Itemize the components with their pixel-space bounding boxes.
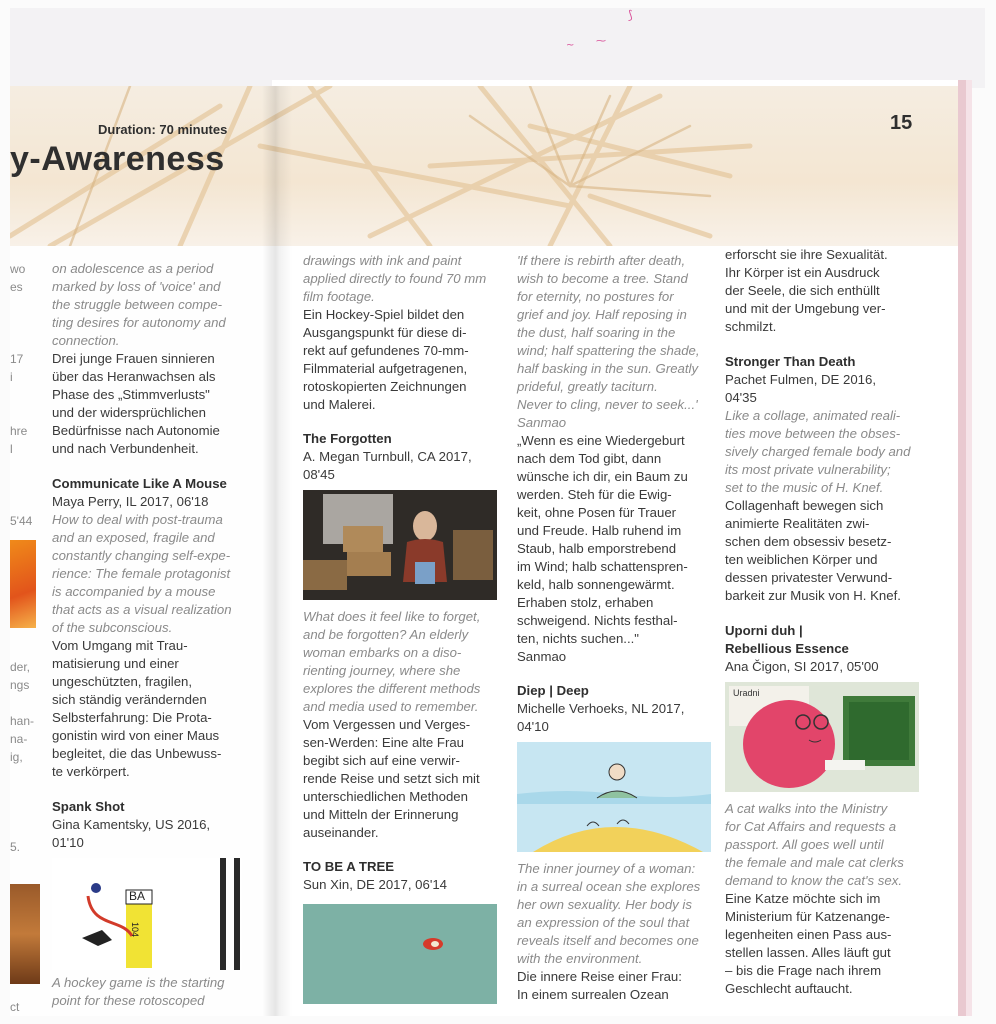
german-text-line: Collagenhaft bewegen sich [725, 498, 884, 513]
german-text-line: und Freude. Halb ruhend im [517, 523, 682, 538]
german-text-line: sen-Werden: Eine alte Frau [303, 735, 465, 750]
german-text-line: der Seele, die sich enthüllt [725, 283, 880, 298]
english-text-line: 'If there is rebirth after death, [517, 253, 686, 268]
english-text-line: rience: The female protagonist [52, 566, 231, 581]
film-credits: 01'10 [52, 835, 84, 850]
edge-fragment: 5. [10, 840, 21, 854]
pink-mark: ⟆ [628, 8, 633, 22]
german-text-line: erforscht sie ihre Sexualität. [725, 247, 888, 262]
german-text-line: – bis die Frage nach ihrem [725, 963, 882, 978]
film-credits: 08'45 [303, 467, 335, 482]
english-text-line: set to the music of H. Knef. [725, 480, 884, 495]
english-text-line: demand to know the cat's sex. [725, 873, 902, 888]
german-text-line: rekt auf gefundenes 70-mm- [303, 343, 469, 358]
english-text-line: wind; half spattering the shade, [517, 343, 700, 358]
english-text-line: is accompanied by a mouse [52, 584, 216, 599]
still-lettering: Uradni [733, 688, 760, 698]
german-text-line: ten, nichts suchen..." [517, 631, 639, 646]
german-text-line: keld, halb sonnengewärmt. [517, 577, 675, 592]
german-text-line: gonistin wird von einer Maus [52, 728, 220, 743]
svg-text:104: 104 [130, 922, 140, 938]
film-description [52, 511, 252, 781]
german-text-line: Selbsterfahrung: Die Prota- [52, 710, 212, 725]
film-description [517, 860, 717, 1004]
german-text-line: auseinander. [303, 825, 379, 840]
german-text-line: und nach Verbundenheit. [52, 441, 199, 456]
english-text-line: its most private vulnerability; [725, 462, 891, 477]
scan-top-strip [10, 8, 985, 88]
edge-fragment: es [10, 280, 23, 294]
to-be-a-tree-illustration [303, 904, 497, 1004]
german-text-line: rende Reise und setzt sich mit [303, 771, 480, 786]
english-text-line: that acts as a visual realization [52, 602, 232, 617]
film-credits: Michelle Verhoeks, NL 2017, [517, 701, 685, 716]
film-title: The Forgotten [303, 431, 392, 446]
english-text-line: drawings with ink and paint [303, 253, 462, 268]
english-text-line: film footage. [303, 289, 375, 304]
film-description [725, 800, 940, 998]
edge-fragment: l [10, 442, 13, 456]
german-text-line: Phase des „Stimmverlusts" [52, 387, 210, 402]
german-text-line: rotoskopierten Zeichnungen [303, 379, 467, 394]
column-3 [517, 252, 717, 1004]
english-text-line: explores the different methods [303, 681, 481, 696]
book-gutter-shadow [262, 86, 292, 1016]
german-text-line: Sanmao [517, 649, 567, 664]
film-credits: 04'10 [517, 719, 549, 734]
english-text-line: point for these rotoscoped [52, 993, 205, 1008]
english-text-line: reveals itself and becomes one [517, 933, 699, 948]
film-title: Diep | Deep [517, 683, 589, 698]
film-title: Rebellious Essence [725, 641, 849, 656]
english-text-line: half basking in the sun. Greatly [517, 361, 699, 376]
film-still-diep-deep [517, 742, 711, 852]
english-text-line: and an exposed, fragile and [52, 530, 215, 545]
column-1-intro [52, 260, 252, 458]
german-text-line: te verkörpert. [52, 764, 130, 779]
english-text-line: Like a collage, animated reali- [725, 408, 901, 423]
film-title: Stronger Than Death [725, 354, 856, 369]
german-text-line: keit, ohne Posen für Trauer [517, 505, 677, 520]
german-text-line: Drei junge Frauen sinnieren [52, 351, 215, 366]
rebellious-essence-illustration [725, 682, 919, 792]
english-text-line: for Cat Affairs and requests a [725, 819, 897, 834]
english-text-line: and be forgotten? An elderly [303, 627, 469, 642]
german-text-line: Geschlecht auftaucht. [725, 981, 853, 996]
column-1 [52, 260, 252, 1010]
film-description [52, 974, 252, 1010]
spank-shot-illustration [52, 858, 242, 970]
english-text-line: Sanmao [517, 415, 567, 430]
film-description [303, 608, 503, 842]
duration-label: Duration: 70 minutes [98, 122, 228, 137]
english-text-line: on adolescence as a period [52, 261, 214, 276]
english-text-line: prideful, greatly taciturn. [517, 379, 658, 394]
english-text-line: of the subconscious. [52, 620, 173, 635]
the-forgotten-illustration [303, 490, 497, 600]
film-credits: A. Megan Turnbull, CA 2017, [303, 449, 472, 464]
cutoff-film-still [10, 884, 40, 984]
english-text-line: A cat walks into the Ministry [725, 801, 888, 816]
still-lettering: BA [129, 889, 146, 903]
edge-fragment: 17 [10, 352, 24, 366]
english-text-line: and media used to remember. [303, 699, 479, 714]
film-title: Spank Shot [52, 799, 125, 814]
film-credits: Ana Čigon, SI 2017, 05'00 [725, 659, 879, 674]
german-text-line: Ihr Körper ist ein Ausdruck [725, 265, 880, 280]
german-text-line: Ministerium für Katzenange- [725, 909, 890, 924]
edge-fragment: ig, [10, 750, 23, 764]
english-text-line: for eternity, no postures for [517, 289, 674, 304]
german-text-line: und Malerei. [303, 397, 376, 412]
diep-deep-illustration [517, 742, 711, 852]
english-text-line: woman embarks on a diso- [303, 645, 462, 660]
german-text-line: Filmmaterial aufgetragenen, [303, 361, 468, 376]
german-text-line: Die innere Reise einer Frau: [517, 969, 682, 984]
english-text-line: the female and male cat clerks [725, 855, 904, 870]
german-text-line: unterschiedlichen Methoden [303, 789, 468, 804]
german-text-line: Erhaben stolz, erhaben [517, 595, 654, 610]
edge-fragment: han- [10, 714, 35, 728]
edge-fragment: na- [10, 732, 28, 746]
german-text-line: schen dem obsessiv besetz- [725, 534, 892, 549]
german-text-line: Staub, halb emporstrebend [517, 541, 677, 556]
german-text-line: schmilzt. [725, 319, 777, 334]
english-text-line: Never to cling, never to seek...' [517, 397, 698, 412]
german-text-line: In einem surrealen Ozean [517, 987, 669, 1002]
film-credits: Sun Xin, DE 2017, 06'14 [303, 877, 448, 892]
film-credits: Gina Kamentsky, US 2016, [52, 817, 211, 832]
german-text-line: ten weiblichen Körper und [725, 552, 878, 567]
german-text-line: und mit der Umgebung ver- [725, 301, 886, 316]
edge-fragment: ct [10, 1000, 20, 1014]
german-text-line: sich ständig verändernden [52, 692, 207, 707]
german-text-line: legenheiten einen Pass aus- [725, 927, 892, 942]
film-description [725, 407, 940, 605]
german-text-line: matisierung und einer [52, 656, 179, 671]
edge-fragment: 5'44 [10, 514, 33, 528]
german-text-line: schweigend. Nichts festhal- [517, 613, 678, 628]
english-text-line: ting desires for autonomy and [52, 315, 226, 330]
german-text-line: Ausgangspunkt für diese di- [303, 325, 467, 340]
edge-fragment: wo [10, 262, 26, 276]
german-text-line: Ein Hockey-Spiel bildet den [303, 307, 465, 322]
german-text-line: begleitet, die das Unbewuss- [52, 746, 222, 761]
english-text-line: connection. [52, 333, 120, 348]
english-text-line: sively charged female body and [725, 444, 911, 459]
column-4 [725, 246, 940, 998]
english-text-line: What does it feel like to forget, [303, 609, 481, 624]
german-text-line: stellen lassen. Alles läuft gut [725, 945, 891, 960]
english-text-line: in a surreal ocean she explores [517, 879, 701, 894]
film-credits: 04'35 [725, 390, 757, 405]
german-text-line: wünsche ich dir, ein Baum zu [517, 469, 688, 484]
english-text-line: her own sexuality. Her body is [517, 897, 692, 912]
german-text-line: nach dem Tod gibt, dann [517, 451, 662, 466]
film-still-rebellious-essence [725, 682, 919, 792]
page-edge-highlight [966, 80, 972, 1016]
page-number: 15 [890, 112, 913, 134]
english-text-line: passport. All goes well until [725, 837, 884, 852]
film-credits: Pachet Fulmen, DE 2016, [725, 372, 877, 387]
english-text-line: with the environment. [517, 951, 643, 966]
german-text-line: barkeit zur Musik von H. Knef. [725, 588, 901, 603]
english-text-line: an expression of the soul that [517, 915, 690, 930]
english-text-line: The inner journey of a woman: [517, 861, 696, 876]
german-text-line: begibt sich auf eine verwir- [303, 753, 460, 768]
english-text-line: constantly changing self-expe- [52, 548, 231, 563]
pink-mark: ⁓ [596, 36, 606, 47]
german-text-line: über das Heranwachsen als [52, 369, 216, 384]
english-text-line: marked by loss of 'voice' and [52, 279, 221, 294]
film-title: Communicate Like A Mouse [52, 476, 227, 491]
section-title: y-Awareness [10, 140, 225, 178]
english-text-line: A hockey game is the starting [52, 975, 225, 990]
english-text-line: the dust, half soaring in the [517, 325, 676, 340]
english-text-line: the struggle between compe- [52, 297, 223, 312]
german-text-line: dessen privatester Verwund- [725, 570, 893, 585]
cutoff-film-still [10, 540, 36, 628]
german-text-line: und der widersprüchlichen [52, 405, 206, 420]
german-text-line: im Wind; halb schattenspren- [517, 559, 688, 574]
film-credits: Maya Perry, IL 2017, 06'18 [52, 494, 209, 509]
edge-fragment: i [10, 370, 13, 384]
film-title: TO BE A TREE [303, 859, 395, 874]
edge-fragment: hre [10, 424, 28, 438]
film-title: Uporni duh | [725, 623, 803, 638]
pink-mark: ~ [566, 40, 575, 51]
english-text-line: How to deal with post-trauma [52, 512, 223, 527]
german-text-line: animierte Realitäten zwi- [725, 516, 870, 531]
column-2 [303, 252, 503, 1004]
german-text-line: Vom Umgang mit Trau- [52, 638, 188, 653]
english-text-line: ties move between the obses- [725, 426, 901, 441]
column-4-intro [725, 246, 940, 336]
english-text-line: wish to become a tree. Stand [517, 271, 688, 286]
german-text-line: „Wenn es eine Wiedergeburt [517, 433, 685, 448]
english-text-line: grief and joy. Half reposing in [517, 307, 687, 322]
german-text-line: werden. Steh für die Ewig- [517, 487, 672, 502]
german-text-line: Bedürfnisse nach Autonomie [52, 423, 220, 438]
german-text-line: Vom Vergessen und Verges- [303, 717, 471, 732]
english-text-line: rienting journey, where she [303, 663, 461, 678]
edge-fragment: ngs [10, 678, 30, 692]
german-text-line: ungeschützten, fragilen, [52, 674, 193, 689]
film-still-the-forgotten [303, 490, 497, 600]
edge-fragment: der, [10, 660, 31, 674]
german-text-line: Eine Katze möchte sich im [725, 891, 881, 906]
column-3-quote [517, 252, 717, 666]
film-still-to-be-a-tree [303, 904, 497, 1004]
german-text-line: und Mitteln der Erinnerung [303, 807, 459, 822]
film-still-spank-shot [52, 858, 242, 970]
english-text-line: applied directly to found 70 mm [303, 271, 487, 286]
column-2-intro [303, 252, 503, 414]
